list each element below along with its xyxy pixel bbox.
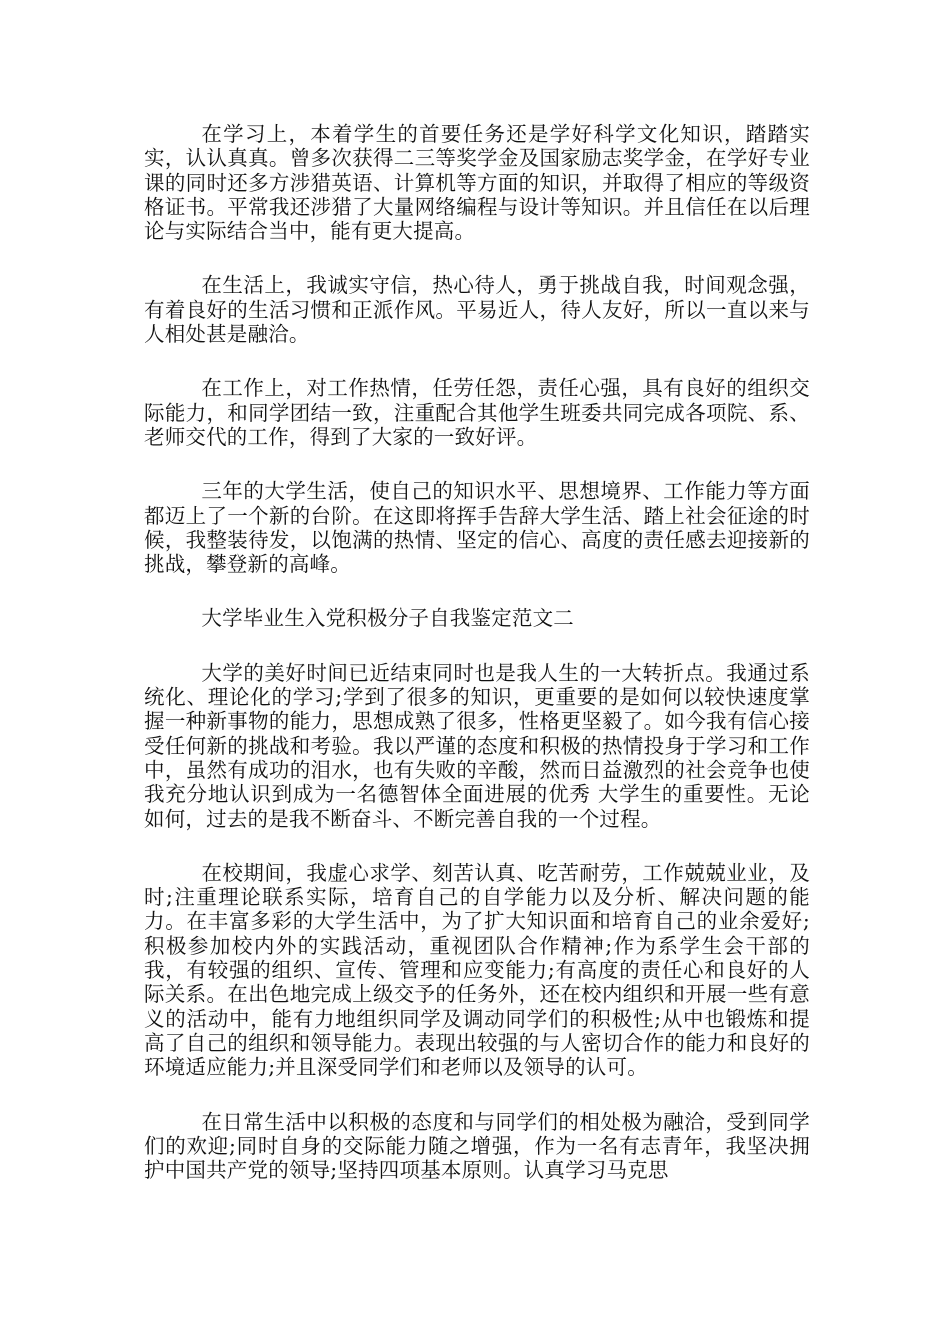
paragraph-summary: 三年的大学生活，使自己的知识水平、思想境界、工作能力等方面都迈上了一个新的台阶。在这即将挥手告辞大学生活、踏上社会征途的时候，我整装待发，以饱满的热情、坚定的信心、高度的责任感去迎接新的挑战，攀登新的高峰。 (144, 479, 810, 577)
paragraph-study: 在学习上，本着学生的首要任务还是学好科学文化知识，踏踏实实，认认真真。曾多次获得二三等奖学金及国家励志奖学金，在学好专业课的同时还多方涉猎英语、计算机等方面的知识，并取得了相应的等级资格证书。平常我还涉猎了大量网络编程与设计等知识。并且信任在以后理论与实际结合当中，能有更大提高。 (144, 122, 810, 244)
section-title: 大学毕业生入党积极分子自我鉴定范文二 (201, 606, 574, 631)
paragraph-life: 在生活上，我诚实守信，热心待人，勇于挑战自我，时间观念强，有着良好的生活习惯和正派作风。平易近人，待人友好，所以一直以来与人相处甚是融洽。 (144, 273, 810, 347)
document-page (144, 122, 810, 1212)
paragraph-work: 在工作上，对工作热情，任劳任怨，责任心强，具有良好的组织交际能力，和同学团结一致，注重配合其他学生班委共同完成各项院、系、老师交代的工作，得到了大家的一致好评。 (144, 376, 810, 449)
paragraph-turning-point: 大学的美好时间已近结束同时也是我人生的一大转折点。我通过系统化、理论化的学习;学到了很多的知识，更重要的是如何以较快速度掌握一种新事物的能力，思想成熟了很多，性格更坚毅了。如今我有信心接受任何新的挑战和考验。我以严谨的态度和积极的热情投身于学习和工作中，虽然有成功的泪水，也有失败的辛酸，然而日益激烈的社会竞争也使我充分地认识到成为一名德智体全面进展的优秀 大学生的重要性。无论如何，过去的是我不断奋斗、不断完善自我的一个过程。 (144, 660, 810, 831)
paragraph-school-period: 在校期间，我虚心求学、刻苦认真、吃苦耐劳，工作兢兢业业，及时;注重理论联系实际，培育自己的自学能力以及分析、解决问题的能力。在丰富多彩的大学生活中，为了扩大知识面和培育自己的业余爱好;积极参加校内外的实践活动，重视团队合作精神;作为系学生会干部的我，有较强的组织、宣传、管理和应变能力;有高度的责任心和良好的人际关系。在出色地完成上级交予的任务外，还在校内组织和开展一些有意义的活动中，能有力地组织同学及调动同学们的积极性;从中也锻炼和提高了自己的组织和领导能力。表现出较强的与人密切合作的能力和良好的环境适应能力;并且深受同学们和老师以及领导的认可。 (144, 860, 810, 1080)
paragraph-daily-life: 在日常生活中以积极的态度和与同学们的相处极为融洽，受到同学们的欢迎;同时自身的交际能力随之增强，作为一名有志青年，我坚决拥护中国共产党的领导;坚持四项基本原则。认真学习马克思 (144, 1109, 810, 1183)
